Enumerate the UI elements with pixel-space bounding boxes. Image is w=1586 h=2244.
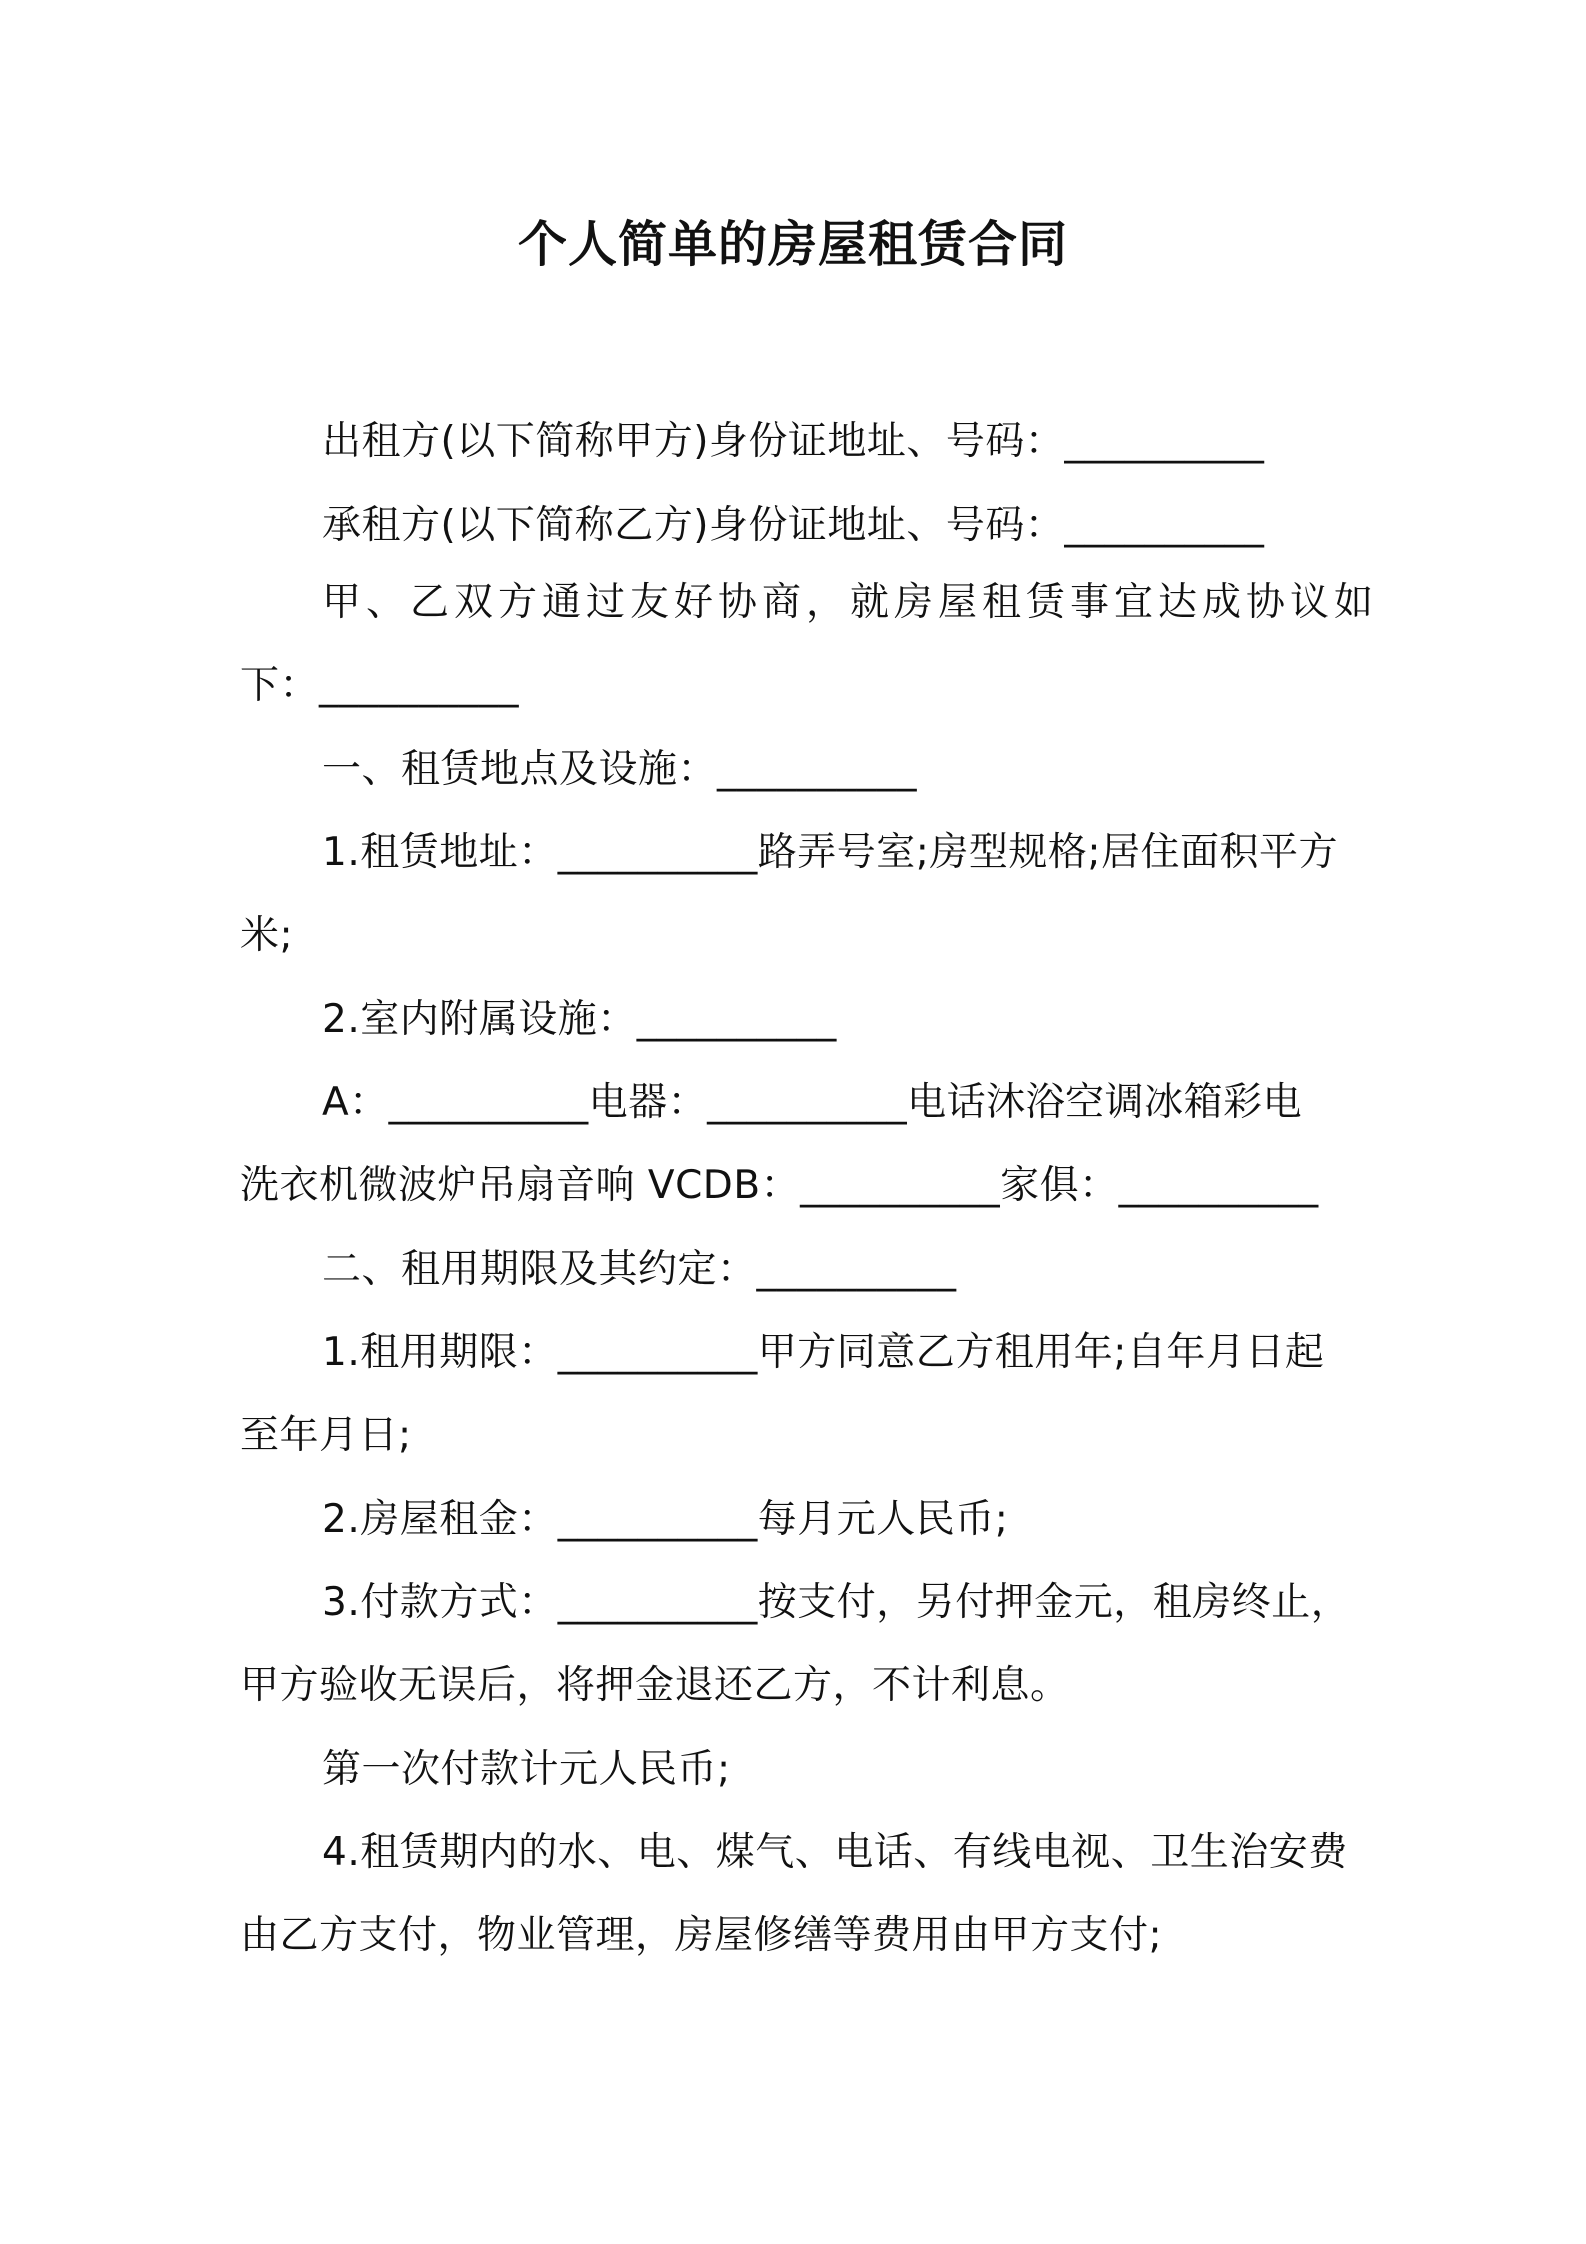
clause-2-1-continued: 至年月日; [240,1413,412,1458]
clause-1-2-line: 2.室内附属设施：__________ [322,997,837,1042]
agreement-intro-line: 甲、乙双方通过友好协商，就房屋租赁事宜达成协议如 [322,580,1379,625]
document-title: 个人简单的房屋租赁合同 [517,216,1068,273]
clause-1-2-a-continued: 洗衣机微波炉吊扇音响 VCDB：__________家俱：__________ [240,1163,1319,1208]
clause-1-1-continued: 米; [240,913,294,958]
clause-2-3-continued: 甲方验收无误后，将押金退还乙方，不计利息。 [240,1663,1070,1708]
clause-1-1-line: 1.租赁地址：__________路弄号室;房型规格;居住面积平方 [322,830,1338,875]
clause-2-3-line: 3.付款方式：__________按支付，另付押金元，租房终止， [322,1580,1351,1625]
clause-2-1-line: 1.租用期限：__________甲方同意乙方租用年;自年月日起 [322,1330,1325,1375]
clause-2-2-line: 2.房屋租金：__________每月元人民币; [322,1497,1009,1542]
clause-2-4-line: 4.租赁期内的水、电、煤气、电话、有线电视、卫生治安费 [322,1830,1348,1875]
section-1-heading: 一、租赁地点及设施：__________ [322,747,918,792]
agreement-intro-continued: 下：__________ [240,663,520,708]
lessee-id-line: 承租方(以下简称乙方)身份证地址、号码：__________ [322,503,1265,548]
first-payment-line: 第一次付款计元人民币; [322,1747,731,1792]
clause-2-4-continued: 由乙方支付，物业管理，房屋修缮等费用由甲方支付; [240,1913,1163,1958]
lessor-id-line: 出租方(以下简称甲方)身份证地址、号码：__________ [322,419,1265,464]
section-2-heading: 二、租用期限及其约定：__________ [322,1247,957,1292]
clause-1-2-a-line: A：__________电器：__________电话沐浴空调冰箱彩电 [322,1080,1303,1125]
